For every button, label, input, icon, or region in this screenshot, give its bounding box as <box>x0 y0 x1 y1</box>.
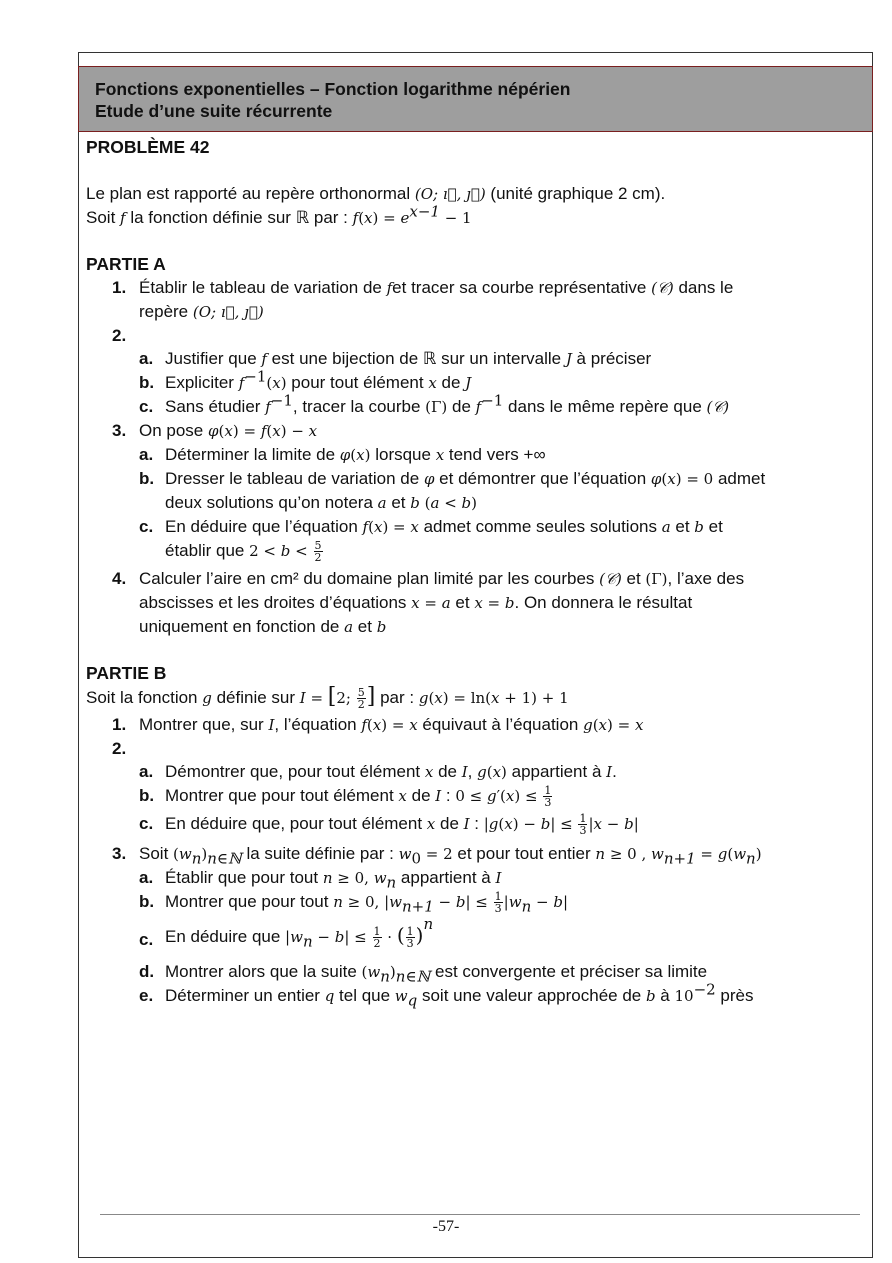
part-b-q1: 1. Montrer que, sur I, l’équation f(x) = x équivaut à l’équation g(x) = x <box>112 715 644 734</box>
part-b-intro: Soit la fonction g définie sur I = [2; $\frac{5}{2}$ ] par : g(x) = ln(x + 1) + 1 <box>86 684 569 712</box>
part-a-q2: 2. <box>112 326 127 345</box>
part-b-q3: 3. Soit $(w_n)_{n\in ℕ}$ la suite définie par : $w_0 = 2$ et pour tout entier n ≥ 0 , $w_{n+1} = g(w_n)$ <box>112 844 762 868</box>
part-a-q3c-cont: établir que 2 < b < $\frac{5}{2}$ <box>165 539 322 565</box>
part-a-q4-cont2: uniquement en fonction de a et b <box>139 617 387 636</box>
problem-title: PROBLÈME 42 <box>86 137 210 157</box>
part-b-q3e: e. Déterminer un entier q tel que $w_q$ soit une valeur approchée de b à $10^{-2}$ près <box>139 980 754 1010</box>
chapter-title: Fonctions exponentielles – Fonction logarithme népérien <box>95 79 571 99</box>
part-a-q2c: c. Sans étudier $f^{-1}$, tracer la courbe (Γ) de $f^{-1}$ dans le même repère que (𝒞) <box>139 391 730 416</box>
part-b-q2b: b. Montrer que pour tout élément x de I : 0 ≤ g′(x) ≤ $\frac{1}{3}$ <box>139 784 552 810</box>
part-b-q3d: d. Montrer alors que la suite $(w_n)_{n\in ℕ}$ est convergente et préciser sa limite <box>139 962 708 986</box>
part-a-title: PARTIE A <box>86 254 166 274</box>
part-a-q1: 1. Établir le tableau de variation de fet tracer sa courbe représentative (𝒞) dans le <box>112 278 734 297</box>
part-b-q3b: b. Montrer que pour tout n ≥ 0, $|w_{n+1} - b|$ ≤ $\frac{1}{3}$ $|w_n - b|$ <box>139 890 569 916</box>
intro-line-2: Soit f la fonction définie sur ℝ par : $f(x) = e^{x-1} - 1$ <box>86 202 472 227</box>
part-a-q4-cont: abscisses et les droites d’équations x = a et x = b. On donnera le résultat <box>139 593 693 612</box>
part-a-q3c: c. En déduire que l’équation f(x) = x admet comme seules solutions a et b et <box>139 517 723 536</box>
part-b-q2: 2. <box>112 739 127 758</box>
part-b-q3a: a. Établir que pour tout n ≥ 0, $w_n$ appartient à I <box>139 868 502 892</box>
part-b-q2c: c. En déduire que, pour tout élément x de I : |g(x) − b| ≤ $\frac{1}{3}$ |x − b| <box>139 812 639 838</box>
footer-divider <box>100 1214 860 1215</box>
part-b-title: PARTIE B <box>86 663 167 683</box>
chapter-header <box>78 66 873 132</box>
part-a-q4: 4. Calculer l’aire en cm² du domaine plan limité par les courbes (𝒞) et (Γ), l’axe des <box>112 569 745 588</box>
part-a-q2b: b. Expliciter $f^{-1}(x)$ pour tout élément x de J <box>139 367 472 392</box>
part-a-q1-cont: repère (O; ı⃗, ȷ⃗) <box>139 302 264 321</box>
part-b-q3c: c. En déduire que $|w_n - b|$ ≤ $\frac{1}{2}$ · ( $\frac{1}{3}$ )$^n$ <box>139 915 434 951</box>
part-a-q3: 3. On pose φ(x) = f(x) − x <box>112 421 318 440</box>
part-b-q2a: a. Démontrer que, pour tout élément x de I, g(x) appartient à I. <box>139 762 617 781</box>
part-a-q3b-cont: deux solutions qu’on notera a et b (a < b) <box>165 493 477 512</box>
part-a-q2a: a. Justifier que f est une bijection de ℝ sur un intervalle J à préciser <box>139 349 652 368</box>
intro-line-1: Le plan est rapporté au repère orthonormal (O; ı⃗, ȷ⃗) (unité graphique 2 cm). <box>86 184 666 203</box>
part-a-q3b: b. Dresser le tableau de variation de φ et démontrer que l’équation φ(x) = 0 admet <box>139 469 766 488</box>
page-number: -57- <box>432 1218 460 1235</box>
problem-content <box>86 136 871 1008</box>
part-a-q3a: a. Déterminer la limite de φ(x) lorsque x tend vers +∞ <box>139 445 546 464</box>
chapter-subtitle: Etude d’une suite récurrente <box>95 101 333 121</box>
